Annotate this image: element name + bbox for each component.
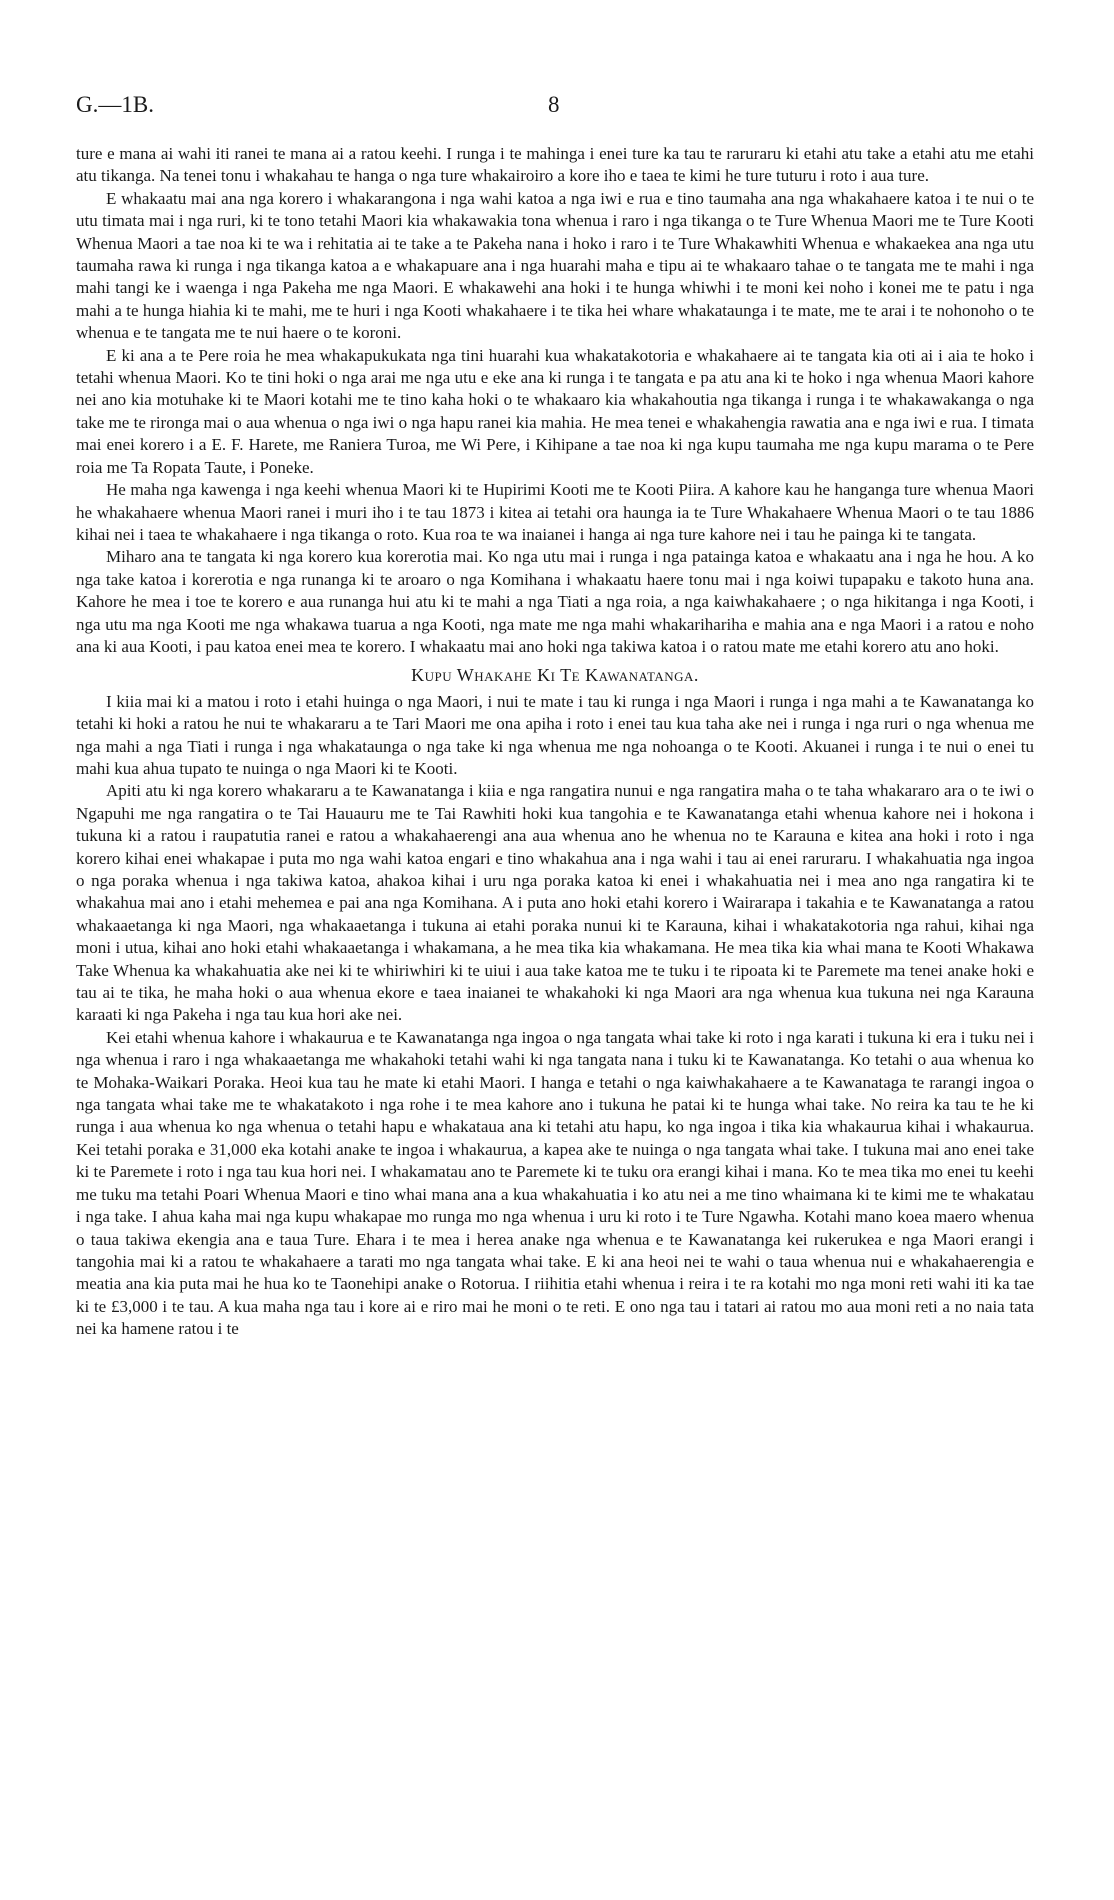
paragraph: Apiti atu ki nga korero whakararu a te Kawanatanga i kiia e nga rangatira nunui e nga rangatira maha o te taha whakararo ara o te iwi o Ngapuhi me nga rangatira o te Tai Hauauru me te Tai Rawhiti hoki kua tangohia e te Kawanatanga etahi whenua kahore nei i hokona i tukuna ki a ratou i raupatutia ranei e ratou a whakahaerengi ana aua whenua ano he whenua no te Karauna e kitea ana hoki i roto i nga korero kihai enei whakapae i puta mo nga wahi katoa engari e tino whakahua ana i nga wahi i tau ai enei raruraru. I whakahuatia nga ingoa o nga poraka whenua i nga takiwa katoa, ahakoa kihai i uru nga poraka katoa ki enei i whakahuatia nei i mea ano nga rangatira ki te whakahua mai ano i etahi mehemea e pai ana nga Komihana. A i puta ano hoki etahi korero i Wairarapa i takahia e te Kawanatanga a ratou whakaaetanga ki nga Maori, nga whakaaetanga i tukuna ai etahi poraka nunui ki te Karauna, kihai i whakatakotoria nga rahui, kihai nga moni i utua, kihai ano hoki etahi whakaaetanga i whakamana, a he mea tika kia whakamana. He mea tika kia whai mana te Kooti Whakawa Take Whenua ka whakahuatia ake nei ki te whiriwhiri ki te uiui i aua take katoa me te tuku i te ripoata ki te Paremete ma tenei anake hoki e tau ai te tika, he maha hoki o aua whenua ekore e taea inaianei te whakahoki ki nga Maori ara nga whenua kua tukuna nei nga Karauna karaati ki nga Pakeha i nga tau kua hori ake nei.	[76, 781, 1034, 1025]
paragraph: Kei etahi whenua kahore i whakaurua e te Kawanatanga nga ingoa o nga tangata whai take ki roto i nga karati i tukuna ki era i tuku nei i nga whenua i raro i nga whakaaetanga me whakahoki tetahi wahi ki nga tangata nana i tuku ki te Kawanatanga. Ko tetahi o aua whenua ko te Mohaka-Waikari Poraka. Heoi kua tau he mate ki etahi Maori. I hanga e tetahi o nga kaiwhakahaere a te Kawanataga te rarangi ingoa o nga tangata whai take me te whakatakoto i nga rohe i te mea kahore ano i tukuna he patai ki te hunga whai take. No reira ka tau te he ki runga i aua whenua ko nga whenua o tetahi hapu e whakataua ana ki tetahi atu hapu, ko nga ingoa i tika kia whakaurua kihai i whakaurua. Kei tetahi poraka e 31,000 eka kotahi anake te ingoa i whakaurua, a kapea ake te nuinga o nga tangata whai take. I tukuna mai ano enei take ki te Paremete i roto i nga tau kua hori nei. I whakamatau ano te Paremete ki te tuku ora erangi kihai i mana. Ko te mea tika mo enei tu keehi me tuku ma tetahi Poari Whenua Maori e tino whai mana ana a kua whakahuatia i ko atu nei a me tino whaimana ki te kimi me te whakatau i nga take. I ahua kaha mai nga kupu whakapae mo runga mo nga whenua i uru ki roto i te Ture Ngawha. Kotahi mano koea maero whenua o taua takiwa ekengia ana e taua Ture. Ehara i te mea i herea anake nga whenua e te Kawanatanga kei rukerukea e nga Maori erangi i tangohia mai ki a ratou te whakahaere a tarati mo nga tangata whai take. E ki ana heoi nei te wahi o taua whenua nui e whakahaerengia e meatia ana kia puta mai he hua ko te Taonehipi anake o Rotorua. I riihitia etahi whenua i reira i te ra kotahi mo nga moni reti wahi iti ka tae ki te £3,000 i te tau. A kua maha nga tau i kore ai e riro mai he moni o te reti. E ono nga tau i tatari ai ratou mo aua moni reti a no naia tata nei ka hamene ratou i te	[76, 1027, 1034, 1339]
paragraph: ture e mana ai wahi iti ranei te mana ai a ratou keehi. I runga i te mahinga i enei ture ka tau te raruraru ki etahi atu take a etahi atu me etahi atu tikanga. Na tenei tonu i whakahau te hanga o nga ture whakairoiro a kore iho e taea te kimi he ture tuturu i roto i aua ture.	[76, 144, 1034, 186]
paragraph: E whakaatu mai ana nga korero i whakarangona i nga wahi katoa a nga iwi e rua e tino taumaha ana nga whakahaere katoa i te nui o te utu timata mai i nga ruri, ki te tono tetahi Maori kia whakawakia tona whenua i raro i nga tikanga o te Ture Whenua Maori me te Ture Kooti Whenua Maori a tae noa ki te wa i rehitatia ai te take a te Pakeha nana i hoko i raro i te Ture Whakawhiti Whenua e whakaekea ana nga utu taumaha rawa ki runga i nga tikanga katoa a e whakapuare ana i nga huarahi maha e tipu ai te whakaaro tahae o te tangata me te mahi i nga mahi tangi ke i waenga i nga Pakeha me nga Maori. E whakawehi ana hoki i te hunga whiwhi i te moni kei noho i konei me te patu i nga mahi a te hunga hiahia ki te mahi, me te huri i nga Kooti whakahaere i te tika hei whare whakataunga i te mate, me te arai i te nohonoho o te whenua e te tangata me te nui haere o te koroni.	[76, 188, 1034, 343]
paragraph: E ki ana a te Pere roia he mea whakapukukata nga tini huarahi kua whakatakotoria e whakahaere ai te tangata kia oti ai i aia te hoko i tetahi whenua Maori. Ko te tini hoki o nga arai me nga utu e eke ana ki runga i te tangata e pa atu ana ki te hoko i nga whenua Maori kahore nei ano kia motuhake ki te Maori kotahi me te tino kaha hoki o te whakaaro kia whakahoutia nga tikanga i runga i te whakawakanga o nga take me te rironga mai o aua whenua o nga iwi o nga hapu ranei kia mahia. He mea tenei e whakahengia rawatia ana e nga iwi e rua. I timata mai enei korero i a E. F. Harete, me Raniera Turoa, me Wi Pere, i Kihipane a tae noa ki nga kupu taumaha me nga kupu marama o te Pere roia me Ta Ropata Taute, i Poneke.	[76, 345, 1034, 477]
document-reference: G.—1B.	[76, 92, 154, 117]
paragraph: Miharo ana te tangata ki nga korero kua korerotia mai. Ko nga utu mai i runga i nga patainga katoa e whakaatu ana i nga he hou. A ko nga take katoa i korerotia e nga runanga ki te aroaro o nga Komihana i whakaatu haere tonu mai i nga koiwi tupapaku e takoto huna ana. Kahore he mea i toe te korero e aua runanga hui atu ki te mahi a nga Tiati a nga roia, a nga kaiwhakahaere ; o nga hikitanga i nga Kooti, i nga utu ma nga Kooti me nga whakawa tuarua a nga Kooti, nga mate me nga mahi whakarihariha e mahia ana e nga Maori i a ratou e noho ana ki aua Kooti, i pau katoa enei mea te korero. I whakaatu mai ano hoki nga takiwa katoa i o ratou mate me etahi korero atu ano hoki.	[76, 547, 1034, 656]
body-text	[76, 143, 1034, 1341]
section-heading: Kupu Whakahe Ki Te Kawanatanga.	[411, 665, 699, 686]
paragraph: I kiia mai ki a matou i roto i etahi huinga o nga Maori, i nui te mate i tau ki runga i nga Maori i runga i nga mahi a te Kawanatanga ko tetahi ki hoki a ratou he nui te whakararu a te Tari Maori me ona apiha i roto i enei tau kua taha ake nei i runga i nga ruri o nga whenua me nga mahi a nga Tiati i runga i nga whakataunga o nga take ki nga whenua me nga nohoanga o te Kooti. Akuanei i runga i te nui o enei tu mahi kua ahua tupato te nuinga o nga Maori ki te Kooti.	[76, 691, 1034, 778]
paragraph: He maha nga kawenga i nga keehi whenua Maori ki te Hupirimi Kooti me te Kooti Piira. A kahore kau he hanganga ture whenua Maori he whakahaere whenua Maori ranei i muri iho i te tau 1873 i kitea ai tetahi ora haunga ia te Ture Whakahaere Whenua Maori o te tau 1886 kihai nei i taea te whakahaere i nga tikanga o roto. Kua roa te wa inaianei i hanga ai nga ture kahore nei i tau he painga ki te tangata.	[76, 480, 1034, 544]
page-number: 8	[548, 92, 560, 117]
